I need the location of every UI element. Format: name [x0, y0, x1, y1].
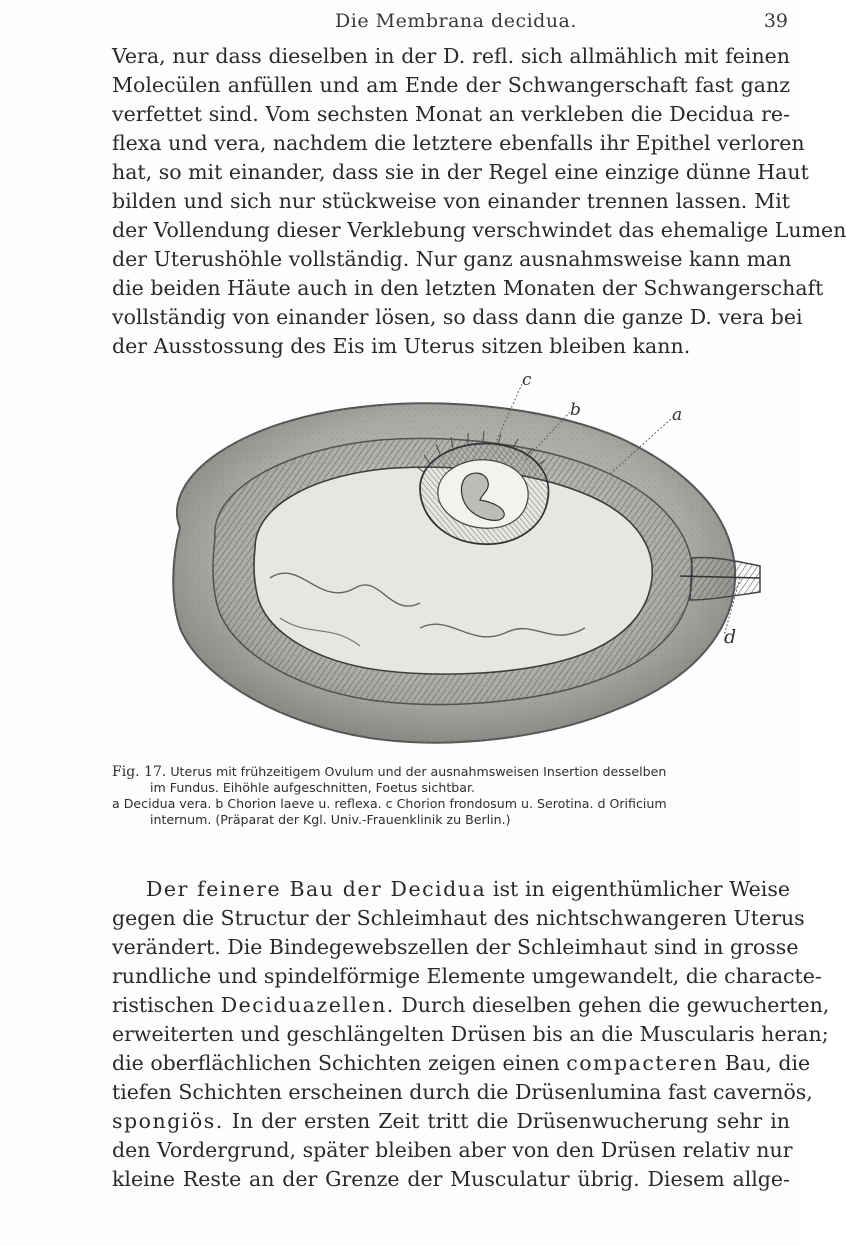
text-line: der Uterushöhle vollständig. Nur ganz ausnahmsweise kann man [112, 247, 792, 271]
text-line: gegen die Structur der Schleimhaut des nichtschwangeren Uterus [112, 906, 805, 930]
page-number: 39 [763, 10, 788, 32]
text-line: tiefen Schichten erscheinen durch die Drüsenlumina fast cavernös, [112, 1080, 813, 1104]
text-fragment: ristischen [112, 993, 221, 1017]
text-line [112, 1107, 790, 1136]
text-line: die beiden Häute auch in den letzten Monaten der Schwangerschaft [112, 276, 824, 300]
text-line [112, 991, 830, 1020]
figure-label-b: b [570, 400, 581, 420]
uterus-illustration [120, 378, 790, 760]
uterus-figure [120, 370, 790, 760]
caption-line [112, 764, 790, 780]
text-line: kleine Reste an der Grenze der Musculatur übrig. Diesem allge- [112, 1167, 790, 1191]
figure-label-a: a [672, 405, 683, 425]
cervix [690, 557, 760, 600]
text-line: Molecülen anfüllen und am Ende der Schwangerschaft fast ganz [112, 73, 790, 97]
caption-line: im Fundus. Eihöhle aufgeschnitten, Foetus sichtbar. [150, 780, 476, 795]
figure-caption [112, 764, 790, 828]
text-line: hat, so mit einander, dass sie in der Regel eine einzige dünne Haut [112, 160, 809, 184]
text-line: den Vordergrund, später bleiben aber von den Drüsen relativ nur [112, 1138, 793, 1162]
text-line: der Vollendung dieser Verklebung verschwindet das ehemalige Lumen [112, 218, 846, 242]
text-fragment: In der ersten Zeit tritt die Drüsenwucherung sehr in [223, 1109, 790, 1133]
text-line: verfettet sind. Vom sechsten Monat an verkleben die Decidua re- [112, 102, 790, 126]
text-line: bilden und sich nur stückweise von einander trennen lassen. Mit [112, 189, 790, 213]
figure-label-d: d [724, 626, 737, 648]
running-title: Die Membrana decidua. [335, 10, 577, 32]
running-head [112, 10, 800, 36]
caption-line: a Decidua vera. b Chorion laeve u. reflexa. c Chorion frondosum u. Serotina. d Orificium [112, 796, 667, 811]
text-line: rundliche und spindelförmige Elemente umgewandelt, die characte- [112, 964, 822, 988]
text-fragment: Durch dieselben gehen die gewucherten, [394, 993, 830, 1017]
section-heading: Der feinere Bau der Decidua [146, 877, 487, 901]
figure-number: Fig. 17. [112, 764, 167, 780]
text-line [112, 1049, 811, 1078]
text-line: der Ausstossung des Eis im Uterus sitzen bleiben kann. [112, 334, 691, 358]
text-line: erweiterten und geschlängelten Drüsen bis an die Muscularis heran; [112, 1022, 829, 1046]
emphasis-term: spongiös. [112, 1109, 224, 1133]
text-line: vollständig von einander lösen, so dass dann die ganze D. vera bei [112, 305, 803, 329]
caption-line: internum. (Präparat der Kgl. Univ.-Frauenklinik zu Berlin.) [150, 812, 511, 827]
figure-label-c: c [522, 370, 532, 390]
paragraph-1 [112, 42, 846, 361]
caption-text: Uterus mit frühzeitigem Ovulum und der ausnahmsweisen Insertion desselben [170, 764, 667, 779]
text-fragment: die oberflächlichen Schichten zeigen einen [112, 1051, 567, 1075]
text-fragment: Bau, die [718, 1051, 811, 1075]
text-line: Vera, nur dass dieselben in der D. refl. sich allmählich mit feinen [112, 44, 790, 68]
text-line: verändert. Die Bindegewebszellen der Schleimhaut sind in grosse [112, 935, 799, 959]
emphasis-term: Deciduazellen. [220, 993, 395, 1017]
emphasis-term: compacteren [566, 1051, 719, 1075]
text-fragment: ist in eigenthümlicher Weise [486, 877, 790, 901]
text-line [112, 875, 790, 904]
paragraph-2 [112, 875, 830, 1194]
text-line: flexa und vera, nachdem die letztere ebenfalls ihr Epithel verloren [112, 131, 805, 155]
